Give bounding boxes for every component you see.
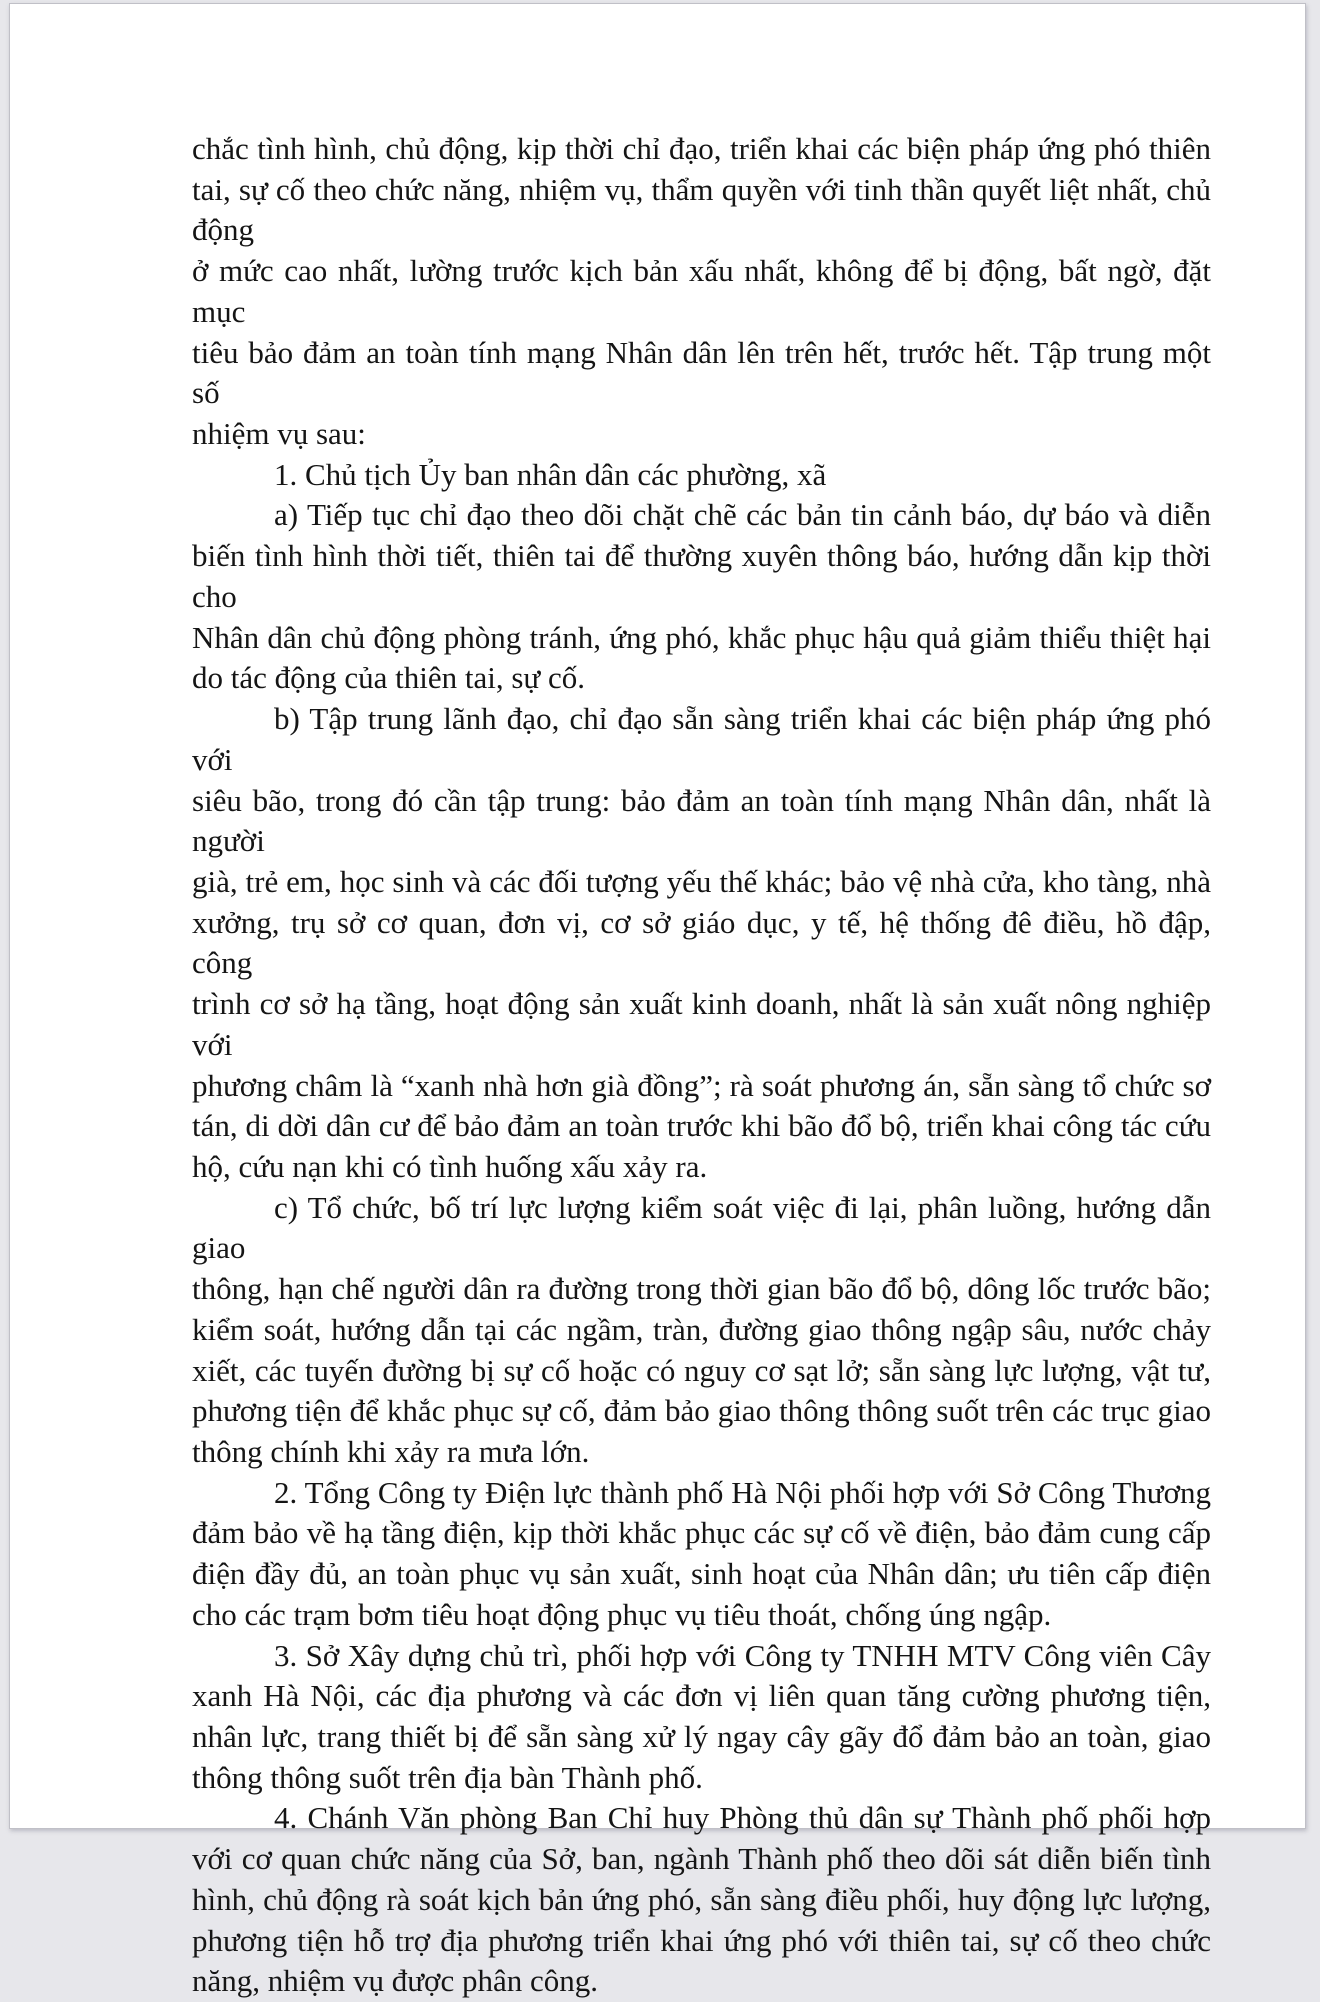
text-line: biến tình hình thời tiết, thiên tai để thường xuyên thông báo, hướng dẫn kịp thời cho: [192, 538, 1211, 614]
text-line: cho các trạm bơm tiêu hoạt động phục vụ tiêu thoát, chống úng ngập.: [192, 1596, 1052, 1632]
text-line: thông thông suốt trên địa bàn Thành phố.: [192, 1759, 703, 1795]
paragraph: [192, 495, 1211, 699]
paragraph: [192, 129, 1211, 455]
text-line: hình, chủ động rà soát kịch bản ứng phó, sẵn sàng điều phối, huy động lực lượng,: [192, 1881, 1211, 1917]
text-line: thông, hạn chế người dân ra đường trong thời gian bão đổ bộ, dông lốc trước bão;: [192, 1271, 1211, 1307]
text-line: kiểm soát, hướng dẫn tại các ngầm, tràn, đường giao thông ngập sâu, nước chảy: [192, 1311, 1211, 1347]
document-body: [192, 129, 1211, 2002]
text-line: 1. Chủ tịch Ủy ban nhân dân các phường, xã: [274, 456, 827, 492]
paragraph: [192, 1636, 1211, 1799]
text-line: già, trẻ em, học sinh và các đối tượng yếu thế khác; bảo vệ nhà cửa, kho tàng, nhà: [192, 863, 1211, 899]
text-line: trình cơ sở hạ tầng, hoạt động sản xuất kinh doanh, nhất là sản xuất nông nghiệp với: [192, 986, 1211, 1062]
text-line: xanh Hà Nội, các địa phương và các đơn vị liên quan tăng cường phương tiện,: [192, 1678, 1211, 1714]
document-page: [9, 3, 1306, 1999]
text-line: thông chính khi xảy ra mưa lớn.: [192, 1434, 590, 1469]
text-line: với cơ quan chức năng của Sở, ban, ngành Thành phố theo dõi sát diễn biến tình: [192, 1841, 1211, 1877]
text-line: hộ, cứu nạn khi có tình huống xấu xảy ra.: [192, 1148, 708, 1184]
text-line: đảm bảo về hạ tầng điện, kịp thời khắc phục các sự cố về điện, bảo đảm cung cấp: [192, 1515, 1211, 1551]
text-line: phương châm là “xanh nhà hơn già đồng”; rà soát phương án, sẵn sàng tổ chức sơ: [192, 1067, 1211, 1103]
text-line: 4. Chánh Văn phòng Ban Chỉ huy Phòng thủ dân sự Thành phố phối hợp: [274, 1800, 1211, 1836]
text-line: do tác động của thiên tai, sự cố.: [192, 660, 585, 696]
text-line: phương tiện để khắc phục sự cố, đảm bảo giao thông thông suốt trên các trục giao: [192, 1393, 1211, 1429]
text-line: tán, di dời dân cư để bảo đảm an toàn trước khi bão đổ bộ, triển khai công tác cứu: [192, 1108, 1211, 1144]
text-line: nhiệm vụ sau:: [192, 416, 366, 452]
text-line: siêu bão, trong đó cần tập trung: bảo đảm an toàn tính mạng Nhân dân, nhất là người: [192, 782, 1211, 859]
text-line: b) Tập trung lãnh đạo, chỉ đạo sẵn sàng triển khai các biện pháp ứng phó với: [192, 701, 1211, 777]
text-line: năng, nhiệm vụ được phân công.: [192, 1963, 598, 1999]
text-line: 3. Sở Xây dựng chủ trì, phối hợp với Công ty TNHH MTV Công viên Cây: [274, 1637, 1211, 1673]
paragraph: [192, 699, 1211, 1188]
text-line: Nhân dân chủ động phòng tránh, ứng phó, khắc phục hậu quả giảm thiểu thiệt hại: [192, 619, 1211, 655]
text-line: phương tiện hỗ trợ địa phương triển khai ứng phó với thiên tai, sự cố theo chức: [192, 1922, 1211, 1958]
text-line: a) Tiếp tục chỉ đạo theo dõi chặt chẽ các bản tin cảnh báo, dự báo và diễn: [274, 497, 1211, 533]
text-line: c) Tổ chức, bố trí lực lượng kiểm soát việc đi lại, phân luồng, hướng dẫn giao: [192, 1189, 1211, 1266]
text-line: ở mức cao nhất, lường trước kịch bản xấu nhất, không để bị động, bất ngờ, đặt mục: [192, 253, 1211, 329]
paragraph: [192, 1798, 1211, 2002]
text-line: xưởng, trụ sở cơ quan, đơn vị, cơ sở giáo dục, y tế, hệ thống đê điều, hồ đập, công: [192, 904, 1211, 981]
text-line: xiết, các tuyến đường bị sự cố hoặc có nguy cơ sạt lở; sẵn sàng lực lượng, vật tư,: [192, 1352, 1211, 1388]
paragraph: [192, 455, 1211, 496]
text-line: điện đầy đủ, an toàn phục vụ sản xuất, sinh hoạt của Nhân dân; ưu tiên cấp điện: [192, 1556, 1211, 1592]
text-line: tiêu bảo đảm an toàn tính mạng Nhân dân lên trên hết, trước hết. Tập trung một số: [192, 334, 1211, 411]
text-line: chắc tình hình, chủ động, kịp thời chỉ đạo, triển khai các biện pháp ứng phó thiên: [192, 131, 1211, 166]
text-line: tai, sự cố theo chức năng, nhiệm vụ, thẩm quyền với tinh thần quyết liệt nhất, chủ động: [192, 171, 1211, 248]
paragraph: [192, 1188, 1211, 1473]
paragraph: [192, 1473, 1211, 1636]
text-line: nhân lực, trang thiết bị để sẵn sàng xử lý ngay cây gãy đổ đảm bảo an toàn, giao: [192, 1719, 1211, 1755]
text-line: 2. Tổng Công ty Điện lực thành phố Hà Nội phối hợp với Sở Công Thương: [274, 1474, 1211, 1510]
